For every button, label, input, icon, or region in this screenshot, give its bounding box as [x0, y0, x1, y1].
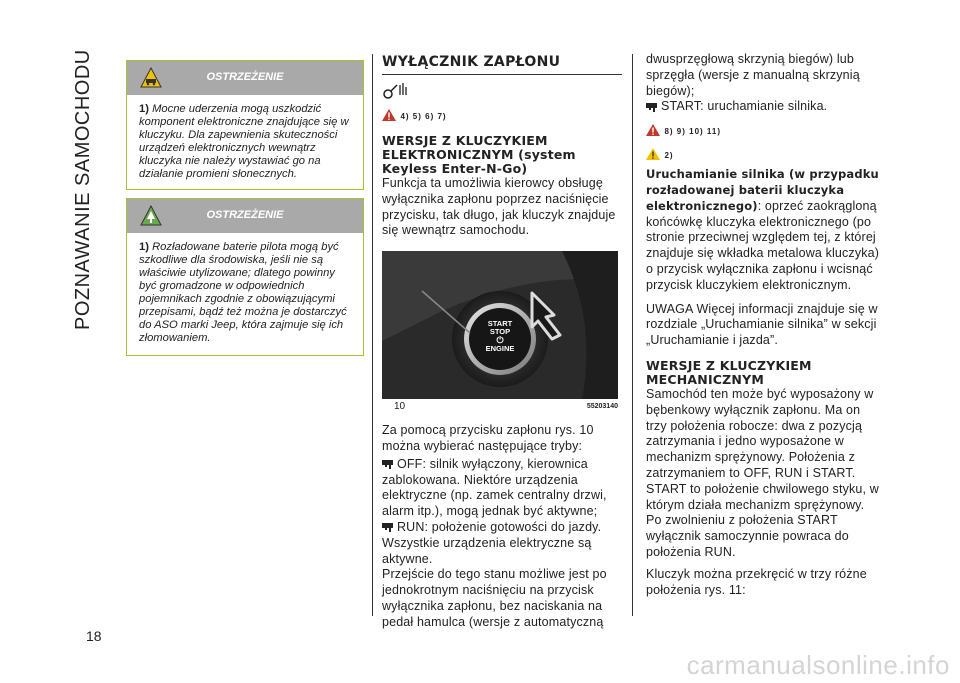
key-bullet-icon	[382, 523, 393, 532]
dead-battery-title: Uruchamianie silnika (w przypadku rozładowanej baterii kluczyka elektronicznego)	[646, 167, 879, 213]
column-divider	[372, 54, 373, 616]
engine-label: ENGINE	[485, 344, 515, 354]
warning-references: 8) 9) 10) 11)	[664, 127, 722, 137]
warning-header	[127, 199, 363, 233]
title-rule	[382, 74, 622, 75]
watermark: carmanualsonline.info	[686, 650, 950, 680]
warning-triangle-icon	[646, 124, 660, 136]
continued-text: dwusprzęgłową skrzynią biegów) lub sprzęgła (wersje z manualną skrzynią biegów);	[646, 52, 860, 98]
intro-paragraph: Funkcja ta umożliwia kierowcy obsługę wyłącznika zapłonu poprzez naciśnięcie przycisku, tak długo, jak kluczyk znajduje się wewnątrz samochodu.	[382, 176, 616, 238]
figure-caption	[382, 401, 622, 415]
power-symbol-icon: ⏻	[496, 335, 504, 346]
key-bullet-icon	[646, 103, 657, 112]
key-bullet-icon	[382, 460, 393, 469]
subsection-title: WERSJE Z KLUCZYKIEM ELEKTRONICZNYM (system Keyless Enter-N-Go)	[382, 133, 576, 176]
column-divider	[632, 54, 633, 616]
figure-number: 10	[394, 401, 406, 413]
caution-triangle-icon	[646, 148, 660, 160]
caution-references: 2)	[664, 151, 674, 161]
mechanical-key-paragraph: Samochód ten może być wyposażony w bębenkowy wyłącznik zapłonu. Ma on trzy położenia robocze: dwa z pozycją zatrzymania i jedno wyposażone w mechanizm sprężynowy. Położenia z zatrzymaniem to OFF, RUN i START. START to położenie chwilowego styku, w którym działa mechanizm sprężynowy. Po zwolnieniu z położenia START wyłącznik samoczynnie powraca do położenia RUN.	[646, 386, 879, 559]
subsection-title: WERSJE Z KLUCZYKIEM MECHANICZNYM	[646, 357, 812, 387]
warning-text: Mocne uderzenia mogą uszkodzić komponent elektroniczne znajdujące się w kluczyku. Dla zapewnienia skuteczności urządzeń elektronicznych wewnątrz kluczyka nie należy wystawiać go na działanie promieni słonecznych.	[139, 103, 349, 180]
dead-battery-text: : oprzeć zaokrągloną końcówkę kluczyka elektronicznego (po stronie przeciwnej względem tej, z której znajduje się wkładka metalowa kluczyka) o przycisk wyłącznika zapłonu i wcisnąć przycisk kluczykiem elektronicznym.	[646, 198, 880, 292]
start-label: START	[487, 319, 513, 329]
off-mode-text: OFF: silnik wyłączony, kierownica zablokowana. Niektóre urządzenia elektryczne (np. zamek centralny drzwi, alarm itp.), mogą jednak być aktywne;	[382, 456, 607, 519]
stop-label: STOP	[489, 327, 511, 337]
warning-number: 1)	[139, 103, 149, 115]
column-2	[382, 54, 622, 631]
warning-number: 1)	[139, 241, 149, 253]
warning-triangle-icon	[382, 109, 396, 121]
warning-header	[127, 61, 363, 95]
keyless-key-icon	[382, 81, 412, 99]
warning-box-2	[126, 198, 364, 356]
column-3	[646, 52, 882, 598]
key-positions-paragraph: Kluczyk można przekręcić w trzy różne położenia rys. 11:	[646, 566, 867, 597]
note-paragraph: UWAGA Więcej informacji znajduje się w rozdziale „Uruchamianie silnika” w sekcji „Uruchamianie i jazda”.	[646, 301, 878, 348]
warning-references: 4) 5) 6) 7)	[400, 112, 447, 121]
figure-code: 55203140	[586, 403, 618, 411]
warning-text: Rozładowane baterie pilota mogą być szkodliwe dla środowiska, jeśli nie są właściwie utylizowane; dlatego powinny być gromadzone w odpowiednich pojemnikach zgodnie z obowiązującymi przepisami, bądź też można je dostarczyć do ASO marki Jeep, która zajmuje się ich złomowaniem.	[139, 241, 347, 344]
continuation-paragraph: Przejście do tego stanu możliwe jest po jednokrotnym naciśnięciu na przycisk wyłącznika zapłonu, bez naciskania na pedał hamulca (wersje z automatyczną	[382, 567, 607, 629]
section-title: WYŁĄCZNIK ZAPŁONU	[382, 54, 561, 70]
warning-title: OSTRZEŻENIE	[206, 209, 284, 221]
page-number: 18	[86, 628, 102, 644]
start-mode-text: START: uruchamianie silnika.	[661, 99, 828, 114]
ignition-button-figure	[382, 251, 618, 399]
warning-title: OSTRZEŻENIE	[206, 71, 284, 83]
chapter-side-title: POZNAWANIE SAMOCHODU	[72, 49, 94, 330]
modes-paragraph: Za pomocą przycisku zapłonu rys. 10 można wybierać następujące tryby:	[382, 423, 594, 453]
run-mode-text: RUN: położenie gotowości do jazdy. Wszystkie urządzenia elektryczne są aktywne.	[382, 519, 602, 566]
warning-box-1	[126, 60, 364, 190]
